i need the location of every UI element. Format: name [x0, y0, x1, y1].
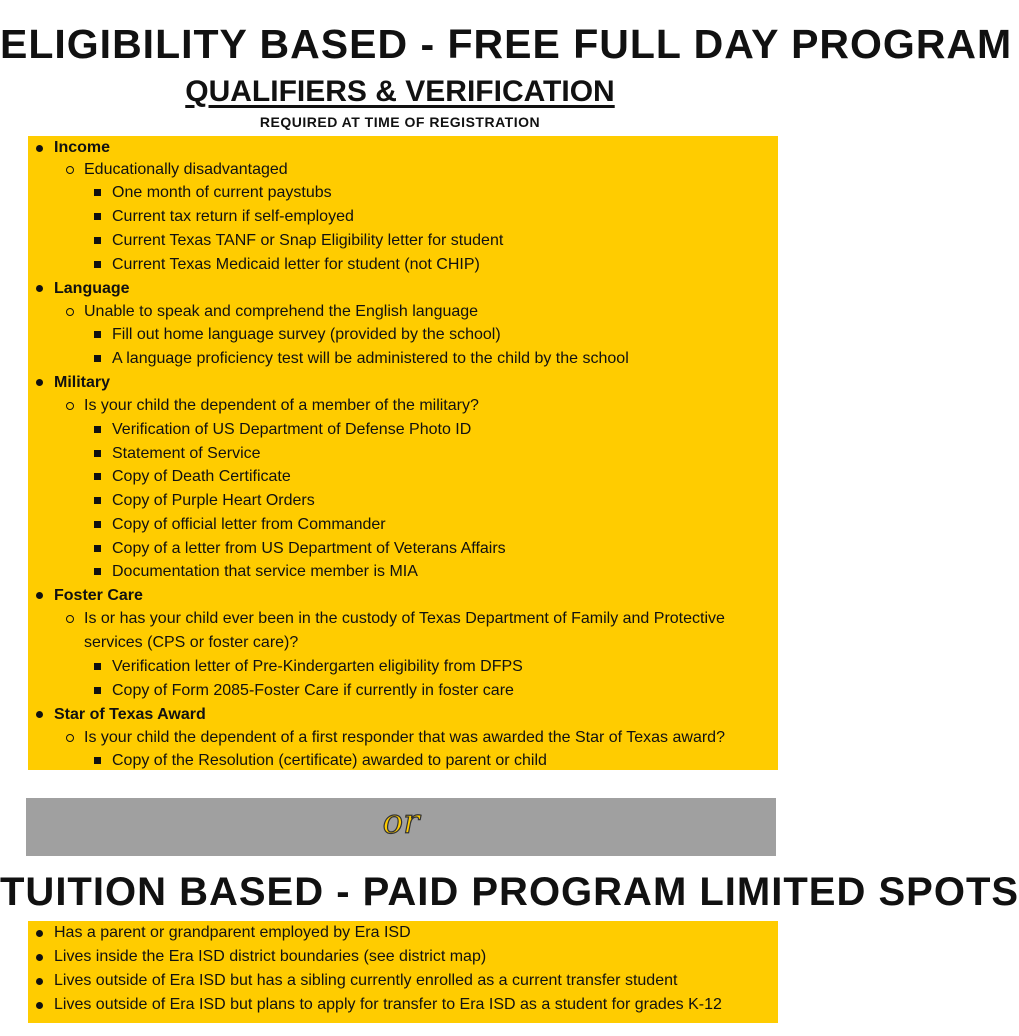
list-item: Verification letter of Pre-Kindergarten eligibility from DFPS [112, 658, 523, 675]
list-item: Copy of a letter from US Department of Veterans Affairs [112, 540, 506, 557]
circle-bullet-icon [66, 734, 74, 742]
list-item: Statement of Service [112, 445, 261, 462]
square-bullet-icon [94, 213, 101, 220]
circle-bullet-icon [66, 166, 74, 174]
list-item: Lives inside the Era ISD district boundaries (see district map) [54, 948, 487, 965]
square-bullet-icon [94, 545, 101, 552]
bullet-icon [36, 954, 43, 961]
bullet-icon [36, 978, 43, 985]
list-item: Lives outside of Era ISD but plans to apply for transfer to Era ISD as a student for grades K-12 [54, 996, 722, 1013]
tuition-title: TUITION BASED - PAID PROGRAM LIMITED SPOTS [0, 870, 1019, 914]
circle-bullet-icon [66, 308, 74, 316]
page-subtitle [0, 74, 800, 110]
square-bullet-icon [94, 687, 101, 694]
foster-sub: Is or has your child ever been in the custody of Texas Department of Family and Protective services (CPS or foster care)? [84, 610, 725, 651]
square-bullet-icon [94, 521, 101, 528]
registration-note: REQUIRED AT TIME OF REGISTRATION [259, 114, 541, 130]
square-bullet-icon [94, 757, 101, 764]
square-bullet-icon [94, 450, 101, 457]
list-item: Current Texas TANF or Snap Eligibility letter for student [112, 232, 504, 249]
income-sub: Educationally disadvantaged [84, 161, 288, 178]
category-military: Military [54, 374, 111, 391]
square-bullet-icon [94, 568, 101, 575]
square-bullet-icon [94, 663, 101, 670]
list-item: Copy of the Resolution (certificate) awarded to parent or child [112, 752, 547, 769]
list-item: Verification of US Department of Defense Photo ID [112, 421, 472, 438]
military-sub: Is your child the dependent of a member of the military? [84, 397, 479, 414]
subtitle-text: QUALIFIERS & VERIFICATION [185, 75, 615, 108]
square-bullet-icon [94, 497, 101, 504]
square-bullet-icon [94, 426, 101, 433]
list-item: Current Texas Medicaid letter for student (not CHIP) [112, 256, 480, 273]
square-bullet-icon [94, 261, 101, 268]
list-item: Copy of Purple Heart Orders [112, 492, 315, 509]
circle-bullet-icon [66, 402, 74, 410]
list-item: A language proficiency test will be administered to the child by the school [112, 350, 629, 367]
circle-bullet-icon [66, 615, 74, 623]
or-text: or [382, 802, 420, 842]
category-income: Income [54, 139, 111, 156]
bullet-icon [36, 379, 43, 386]
list-item: Fill out home language survey (provided by the school) [112, 326, 501, 343]
list-item: Copy of official letter from Commander [112, 516, 386, 533]
square-bullet-icon [94, 473, 101, 480]
list-item: Current tax return if self-employed [112, 208, 354, 225]
category-foster-care: Foster Care [54, 587, 143, 604]
list-item: Has a parent or grandparent employed by Era ISD [54, 924, 411, 941]
page-title: ELIGIBILITY BASED - FREE FULL DAY PROGRAM [0, 21, 1013, 67]
list-item: Lives outside of Era ISD but has a sibling currently enrolled as a current transfer student [54, 972, 678, 989]
list-item: One month of current paystubs [112, 184, 332, 201]
bullet-icon [36, 145, 43, 152]
bullet-icon [36, 285, 43, 292]
category-star-of-texas: Star of Texas Award [54, 706, 206, 723]
bullet-icon [36, 930, 43, 937]
bullet-icon [36, 1002, 43, 1009]
language-sub: Unable to speak and comprehend the English language [84, 303, 479, 320]
bullet-icon [36, 592, 43, 599]
square-bullet-icon [94, 237, 101, 244]
square-bullet-icon [94, 355, 101, 362]
list-item: Copy of Form 2085-Foster Care if currently in foster care [112, 682, 514, 699]
star-sub: Is your child the dependent of a first responder that was awarded the Star of Texas award? [84, 729, 725, 746]
square-bullet-icon [94, 189, 101, 196]
list-item: Documentation that service member is MIA [112, 563, 418, 580]
or-divider [26, 798, 776, 856]
category-language: Language [54, 280, 130, 297]
bullet-icon [36, 711, 43, 718]
square-bullet-icon [94, 331, 101, 338]
list-item: Copy of Death Certificate [112, 468, 291, 485]
